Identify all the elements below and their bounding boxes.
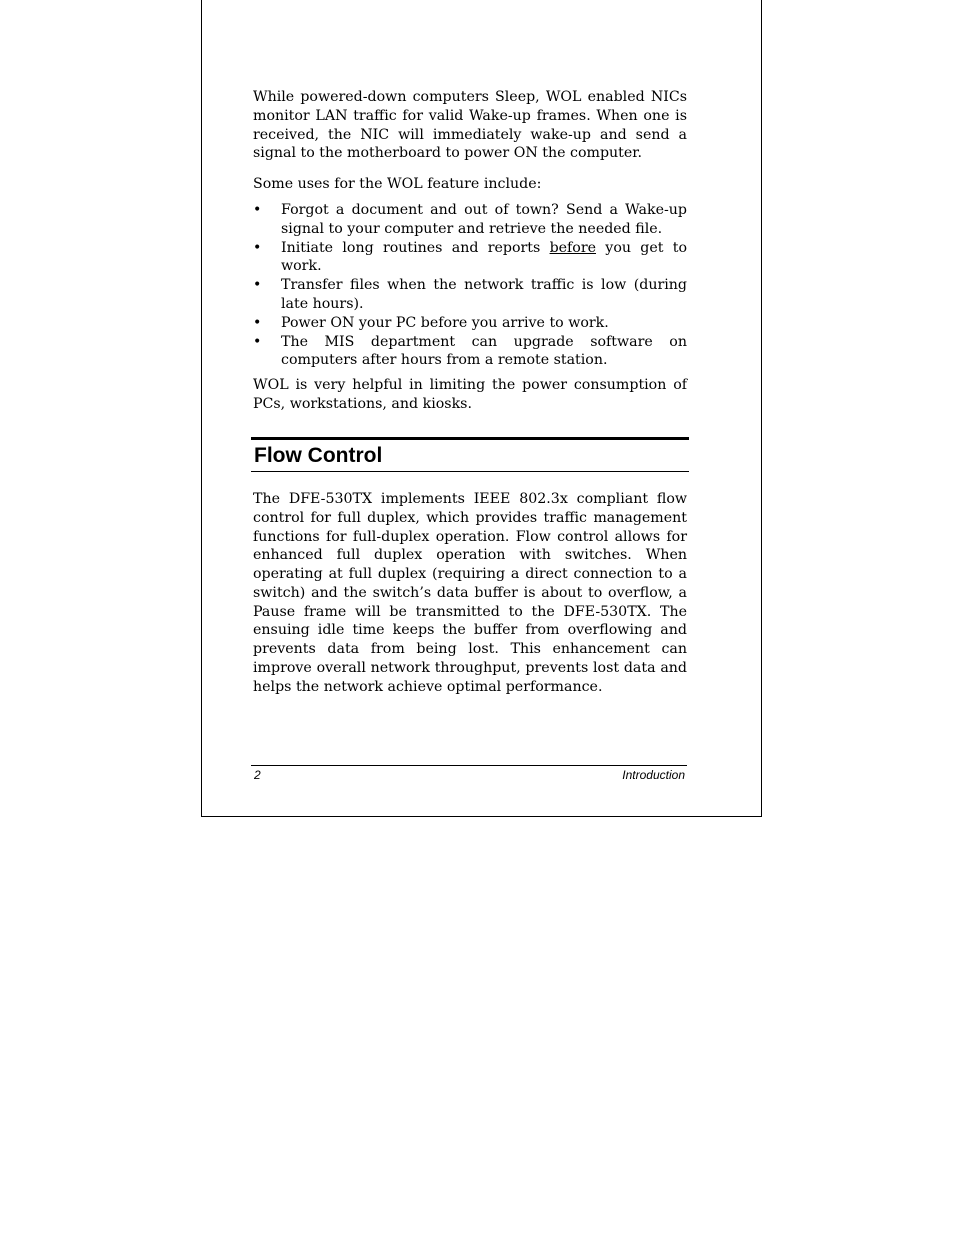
body-text (253, 88, 687, 414)
list-item-text-start: Initiate long routines and reports (281, 239, 550, 256)
list-item (253, 201, 687, 239)
bullet-icon: • (253, 239, 262, 256)
wol-uses-list (253, 201, 687, 370)
bullet-icon: • (253, 333, 262, 350)
flow-control-paragraph: The DFE-530TX implements IEEE 802.3x compliant flow control for full duplex, which provides traffic management functions for full-duplex operation. Flow control allows for enhanced full duplex operation with switches. When operating at full duplex (requiring a direct connection to a switch) and the switch’s data buffer is about to overflow, a Pause frame will be transmitted to the DFE-530TX. The ensuing idle time keeps the buffer from overflowing and prevents data from being lost. This enhancement can improve overall network throughput, prevents lost data and helps the network achieve optimal performance. (253, 491, 687, 695)
wol-summary-paragraph: WOL is very helpful in limiting the power consumption of PCs, workstations, and kiosks. (253, 377, 687, 412)
section-heading: Flow Control (254, 444, 383, 467)
list-item-text-end: you get to work. (281, 239, 687, 275)
wol-intro-paragraph: While powered-down computers Sleep, WOL enabled NICs monitor LAN traffic for valid Wake-up frames. When one is received, the NIC will immediately wake-up and send a signal to the motherboard to power ON the computer. (253, 89, 687, 162)
underlined-word: before (549, 239, 597, 256)
list-item (253, 276, 687, 314)
flow-control-body (253, 490, 687, 696)
page-number: 2 (254, 768, 261, 782)
footer-section-name: Introduction (622, 768, 685, 782)
footer-rule (251, 765, 687, 766)
list-item-text: The MIS department can upgrade software on computers after hours from a remote station. (281, 333, 687, 369)
bullet-icon: • (253, 314, 262, 331)
list-item (253, 239, 687, 277)
bullet-icon: • (253, 201, 262, 218)
list-item-text: Forgot a document and out of town? Send a Wake-up signal to your computer and retrieve the needed file. (281, 201, 687, 237)
heading-rule-top (251, 437, 689, 440)
list-item-text: Transfer files when the network traffic is low (during late hours). (281, 277, 687, 312)
list-item (253, 333, 687, 371)
list-item-text: Power ON your PC before you arrive to work. (281, 314, 609, 331)
wol-uses-intro: Some uses for the WOL feature include: (253, 176, 542, 193)
list-item (253, 314, 687, 333)
heading-rule-bottom (251, 471, 689, 472)
bullet-icon: • (253, 277, 262, 294)
